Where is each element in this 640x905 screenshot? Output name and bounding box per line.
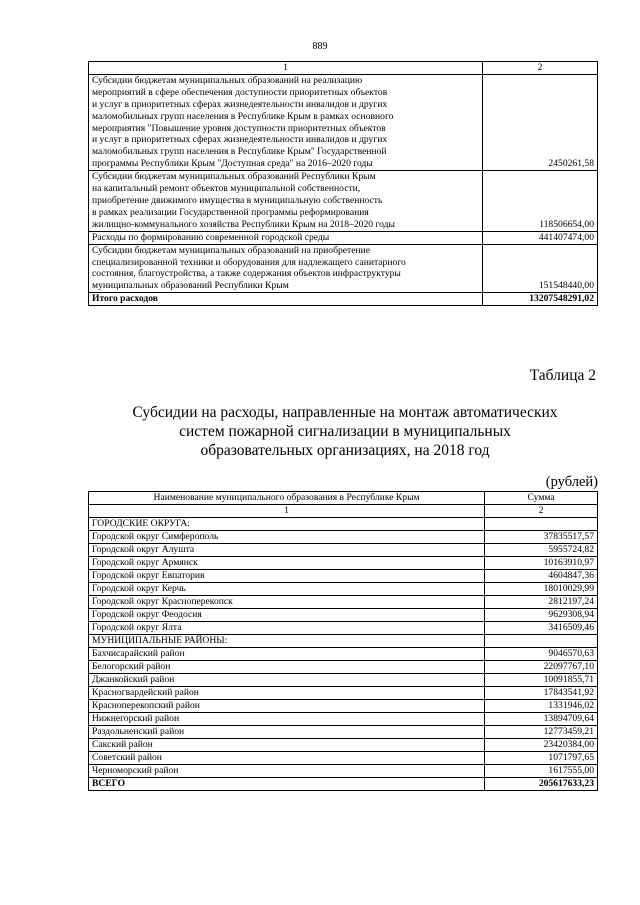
table-row bbox=[89, 661, 598, 674]
table-row bbox=[89, 765, 598, 778]
municipality-name: Городской округ Армянск bbox=[89, 557, 485, 570]
title-line: Субсидии на расходы, направленные на монтаж автоматических bbox=[132, 404, 558, 421]
section-title: ГОРОДСКИЕ ОКРУГА: bbox=[89, 518, 485, 531]
units-label: (рублей) bbox=[545, 474, 598, 490]
subsidy-amount: 5955724,82 bbox=[485, 544, 598, 557]
row-amount: 441407474,00 bbox=[483, 231, 598, 244]
row-amount: 2450261,58 bbox=[483, 74, 598, 170]
subsidy-amount: 17843541,92 bbox=[485, 687, 598, 700]
table-row bbox=[89, 622, 598, 635]
municipality-name: Городской округ Красноперекопск bbox=[89, 596, 485, 609]
subsidy-amount: 3416509,46 bbox=[485, 622, 598, 635]
table-2-column-headers bbox=[89, 492, 598, 505]
subsidy-amount: 2812197,24 bbox=[485, 596, 598, 609]
subsidy-amount: 37835517,57 bbox=[485, 531, 598, 544]
section-title: МУНИЦИПАЛЬНЫЕ РАЙОНЫ: bbox=[89, 635, 485, 648]
subsidy-amount: 1331946,02 bbox=[485, 700, 598, 713]
table-2 bbox=[88, 491, 598, 791]
row-description bbox=[89, 171, 483, 232]
table-row bbox=[89, 700, 598, 713]
municipality-name: Городской округ Керчь bbox=[89, 583, 485, 596]
description-line: программы Республики Крым "Доступная среда" на 2016–2020 годы bbox=[92, 158, 373, 170]
subsidy-amount: 9629308,94 bbox=[485, 609, 598, 622]
description-line: Расходы по формированию современной городской среды bbox=[92, 231, 330, 243]
subsidy-amount: 1617555,00 bbox=[485, 765, 598, 778]
subsidy-amount: 10163910,97 bbox=[485, 557, 598, 570]
section-header-row bbox=[89, 635, 598, 648]
table-row bbox=[89, 531, 598, 544]
table-row bbox=[89, 687, 598, 700]
table-1-header-row bbox=[89, 62, 598, 75]
subsidy-amount: 10091855,71 bbox=[485, 674, 598, 687]
table-row bbox=[89, 544, 598, 557]
total-amount: 13207548291,02 bbox=[483, 293, 598, 306]
table-row bbox=[89, 583, 598, 596]
description-line: приобретение движимого имущества в муниципальную собственность bbox=[92, 194, 383, 206]
table-row bbox=[89, 557, 598, 570]
page-number: 889 bbox=[312, 41, 328, 52]
table-row bbox=[89, 648, 598, 661]
title-line: образовательных организациях, на 2018 год bbox=[200, 442, 490, 459]
column-number-2: 2 bbox=[485, 505, 598, 518]
municipality-name: Джанкойский район bbox=[89, 674, 485, 687]
municipality-name: Красноперекопский район bbox=[89, 700, 485, 713]
total-label: ВСЕГО bbox=[89, 778, 485, 791]
table-row bbox=[89, 171, 598, 232]
table-2-column-numbers bbox=[89, 505, 598, 518]
table-row bbox=[89, 596, 598, 609]
municipality-name: Раздольненский район bbox=[89, 726, 485, 739]
description-line: Субсидии бюджетам муниципальных образований Республики Крым bbox=[92, 171, 376, 183]
description-line: и услуг в приоритетных сферах жизнедеятельности инвалидов и других bbox=[92, 134, 388, 146]
municipality-name: Советский район bbox=[89, 752, 485, 765]
row-description bbox=[89, 231, 483, 244]
column-header-amount: Сумма bbox=[485, 492, 598, 505]
description-line: маломобильных групп населения в Республике Крым в рамках основного bbox=[92, 110, 394, 122]
table-2-title bbox=[90, 403, 600, 460]
description-line: и услуг в приоритетных сферах жизнедеятельности инвалидов и других bbox=[92, 98, 388, 110]
description-line: Субсидии бюджетам муниципальных образований на реализацию bbox=[92, 74, 363, 86]
section-header-row bbox=[89, 518, 598, 531]
municipality-name: Городской округ Евпатория bbox=[89, 570, 485, 583]
column-number-2: 2 bbox=[483, 62, 598, 75]
municipality-name: Сакский район bbox=[89, 739, 485, 752]
row-description bbox=[89, 74, 483, 170]
municipality-name: Городской округ Ялта bbox=[89, 622, 485, 635]
total-row bbox=[89, 778, 598, 791]
table-row bbox=[89, 752, 598, 765]
table-row bbox=[89, 713, 598, 726]
description-line: маломобильных групп населения в Республике Крым" Государственной bbox=[92, 146, 387, 158]
description-line: жилищно-коммунального хозяйства Республики Крым на 2018–2020 годы bbox=[92, 218, 396, 230]
table-1 bbox=[88, 61, 598, 306]
description-line: на капитальный ремонт объектов муниципальной собственности, bbox=[92, 183, 361, 195]
description-line: состояния, благоустройства, а также содержания объектов инфраструктуры bbox=[92, 268, 401, 280]
subsidy-amount: 13894709,64 bbox=[485, 713, 598, 726]
total-amount: 205617633,23 bbox=[485, 778, 598, 791]
total-row bbox=[89, 293, 598, 306]
column-number-1: 1 bbox=[89, 505, 485, 518]
table-row bbox=[89, 231, 598, 244]
municipality-name: Городской округ Симферополь bbox=[89, 531, 485, 544]
municipality-name: Бахчисарайский район bbox=[89, 648, 485, 661]
description-line: муниципальных образований Республики Крым bbox=[92, 280, 289, 292]
empty-cell bbox=[485, 518, 598, 531]
description-line: Субсидии бюджетам муниципальных образований на приобретение bbox=[92, 244, 371, 256]
table-row bbox=[89, 739, 598, 752]
subsidy-amount: 18010029,99 bbox=[485, 583, 598, 596]
table-2-label: Таблица 2 bbox=[529, 367, 596, 384]
subsidy-amount: 22097767,10 bbox=[485, 661, 598, 674]
municipality-name: Белогорский район bbox=[89, 661, 485, 674]
table-row bbox=[89, 726, 598, 739]
municipality-name: Красногвардейский район bbox=[89, 687, 485, 700]
subsidy-amount: 9046570,63 bbox=[485, 648, 598, 661]
subsidy-amount: 1071797,65 bbox=[485, 752, 598, 765]
row-amount: 151548440,00 bbox=[483, 244, 598, 293]
table-row bbox=[89, 570, 598, 583]
row-amount: 118506654,00 bbox=[483, 171, 598, 232]
row-description bbox=[89, 244, 483, 293]
description-line: в рамках реализации Государственной программы реформирования bbox=[92, 206, 369, 218]
description-line: мероприятий в сфере обеспечения доступности приоритетных объектов bbox=[92, 86, 388, 98]
municipality-name: Городской округ Феодосия bbox=[89, 609, 485, 622]
municipality-name: Городской округ Алушта bbox=[89, 544, 485, 557]
subsidy-amount: 4604847,36 bbox=[485, 570, 598, 583]
description-line: мероприятия "Повышение уровня доступности приоритетных объектов bbox=[92, 122, 386, 134]
table-row bbox=[89, 674, 598, 687]
municipality-name: Черноморский район bbox=[89, 765, 485, 778]
table-row bbox=[89, 74, 598, 170]
description-line: специализированной техники и оборудования для надлежащего санитарного bbox=[92, 256, 406, 268]
table-row bbox=[89, 609, 598, 622]
municipality-name: Нижнегорский район bbox=[89, 713, 485, 726]
table-row bbox=[89, 244, 598, 293]
subsidy-amount: 23420384,00 bbox=[485, 739, 598, 752]
column-header-name: Наименование муниципального образования в Республике Крым bbox=[89, 492, 485, 505]
column-number-1: 1 bbox=[89, 62, 483, 75]
title-line: систем пожарной сигнализации в муниципальных bbox=[179, 423, 511, 440]
empty-cell bbox=[485, 635, 598, 648]
total-label: Итого расходов bbox=[89, 293, 483, 306]
subsidy-amount: 12773459,21 bbox=[485, 726, 598, 739]
